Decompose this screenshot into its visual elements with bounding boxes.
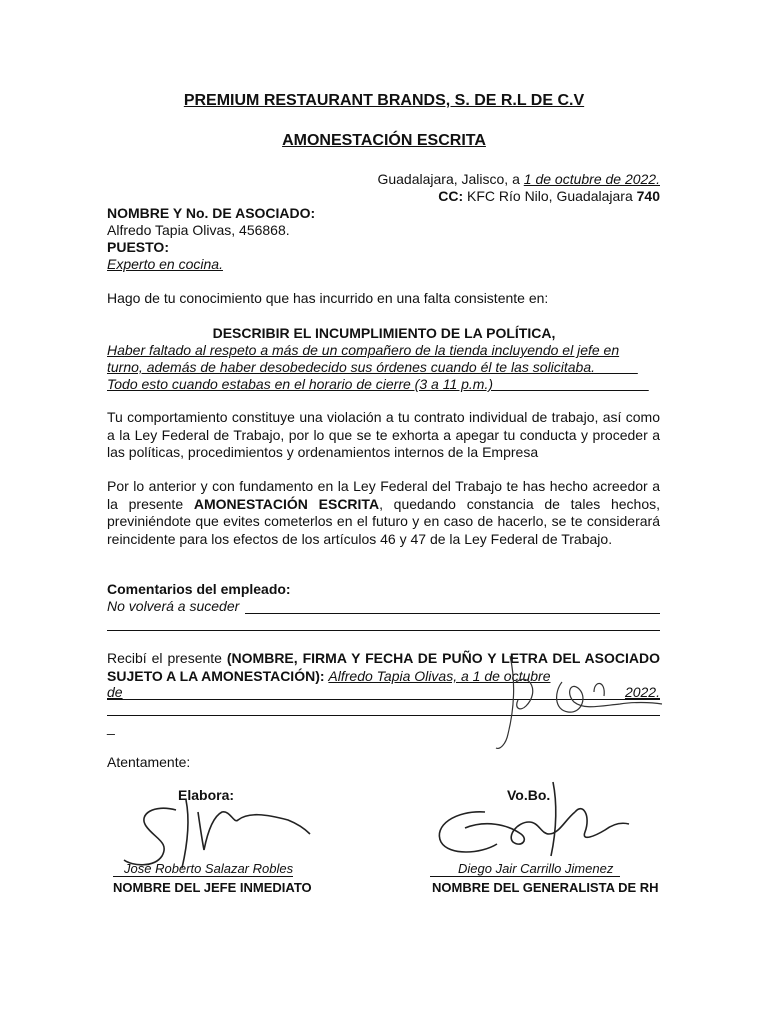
policy-line-3: Todo esto cuando estabas en el horario de cierre (3 a 11 p.m.)____________________ <box>107 376 649 392</box>
document-title: AMONESTACIÓN ESCRITA <box>282 132 486 149</box>
date-text: 1 de octubre de 2022. <box>523 171 660 187</box>
cc-number: 740 <box>636 188 660 204</box>
comments-underline-1 <box>245 613 660 614</box>
consequence-bold: AMONESTACIÓN ESCRITA <box>193 495 380 512</box>
comments-underline-2 <box>107 630 660 631</box>
closing-text: Atentamente: <box>107 754 191 770</box>
receipt-trailing: _ <box>107 719 115 735</box>
left-signer-name: José Roberto Salazar Robles <box>124 861 294 876</box>
consequence-text-a: Por lo anterior y con fundamento en la Ley Federal del Trabajo te has hecho acreedor a la presente <box>107 478 660 512</box>
consequence-text-b: , quedando constancia de tales hechos, previniéndote que evites cometerlos en el futuro y en caso de hacerlo, se te considerará reincidente para los efectos de los artículos 46 y 47 de la Ley Federal de Trabajo. <box>107 495 660 547</box>
policy-heading: DESCRIBIR EL INCUMPLIMIENTO DE LA POLÍTICA, <box>212 325 556 341</box>
elabora-label: Elabora: <box>178 787 235 803</box>
receipt-value-1: Alfredo Tapia Olivas, a 1 de octubre <box>328 668 551 684</box>
cc-label: CC: <box>438 188 464 204</box>
cc-value: KFC Río Nilo, Guadalajara <box>463 188 637 204</box>
comments-value: No volverá a suceder <box>107 598 240 614</box>
right-signer-caption: NOMBRE DEL GENERALISTA DE RH <box>432 880 659 895</box>
receipt-bold: (NOMBRE, FIRMA Y FECHA DE PUÑO Y LETRA DEL ASOCIADO SUJETO A LA AMONESTACIÓN): <box>107 650 661 684</box>
employee-name-value: Alfredo Tapia Olivas, 456868. <box>107 222 290 238</box>
place-text: Guadalajara, Jalisco, a <box>377 171 524 187</box>
intro-text: Hago de tu conocimiento que has incurrido en una falta consistente en: <box>107 290 549 306</box>
vobo-label: Vo.Bo. <box>507 787 551 803</box>
employee-signature <box>470 652 670 752</box>
left-signature-line <box>113 876 293 877</box>
employee-name-label: NOMBRE Y No. DE ASOCIADO: <box>107 205 316 221</box>
right-signature-line <box>430 876 620 877</box>
comments-label: Comentarios del empleado: <box>107 581 291 597</box>
receipt-text: Recibí el presente <box>107 650 227 666</box>
place-date <box>377 171 660 188</box>
policy-line-2: turno, además de haber desobedecido sus órdenes cuando él te las solicitaba. _____ <box>107 359 638 375</box>
consequence-paragraph <box>107 478 660 548</box>
policy-line-1: Haber faltado al respeto a más de un compañero de la tienda incluyendo el jefe en <box>107 342 620 358</box>
position-label: PUESTO: <box>107 239 169 255</box>
violation-paragraph: Tu comportamiento constituye una violación a tu contrato individual de trabajo, así como a la Ley Federal de Trabajo, por lo que se te exhorta a apegar tu conducta y proceder a las políticas, procedimientos y ordenamientos internos de la Empresa <box>107 409 660 460</box>
position-value: Experto en cocina. <box>107 256 223 272</box>
receipt-value-2b: 2022. <box>624 684 660 700</box>
cc-line <box>438 188 660 205</box>
right-signer-name: Diego Jair Carrillo Jimenez <box>458 861 614 876</box>
company-name: PREMIUM RESTAURANT BRANDS, S. DE R.L DE C.V <box>183 92 585 109</box>
left-signer-caption: NOMBRE DEL JEFE INMEDIATO <box>113 880 312 895</box>
receipt-value-2a: de <box>107 684 123 700</box>
